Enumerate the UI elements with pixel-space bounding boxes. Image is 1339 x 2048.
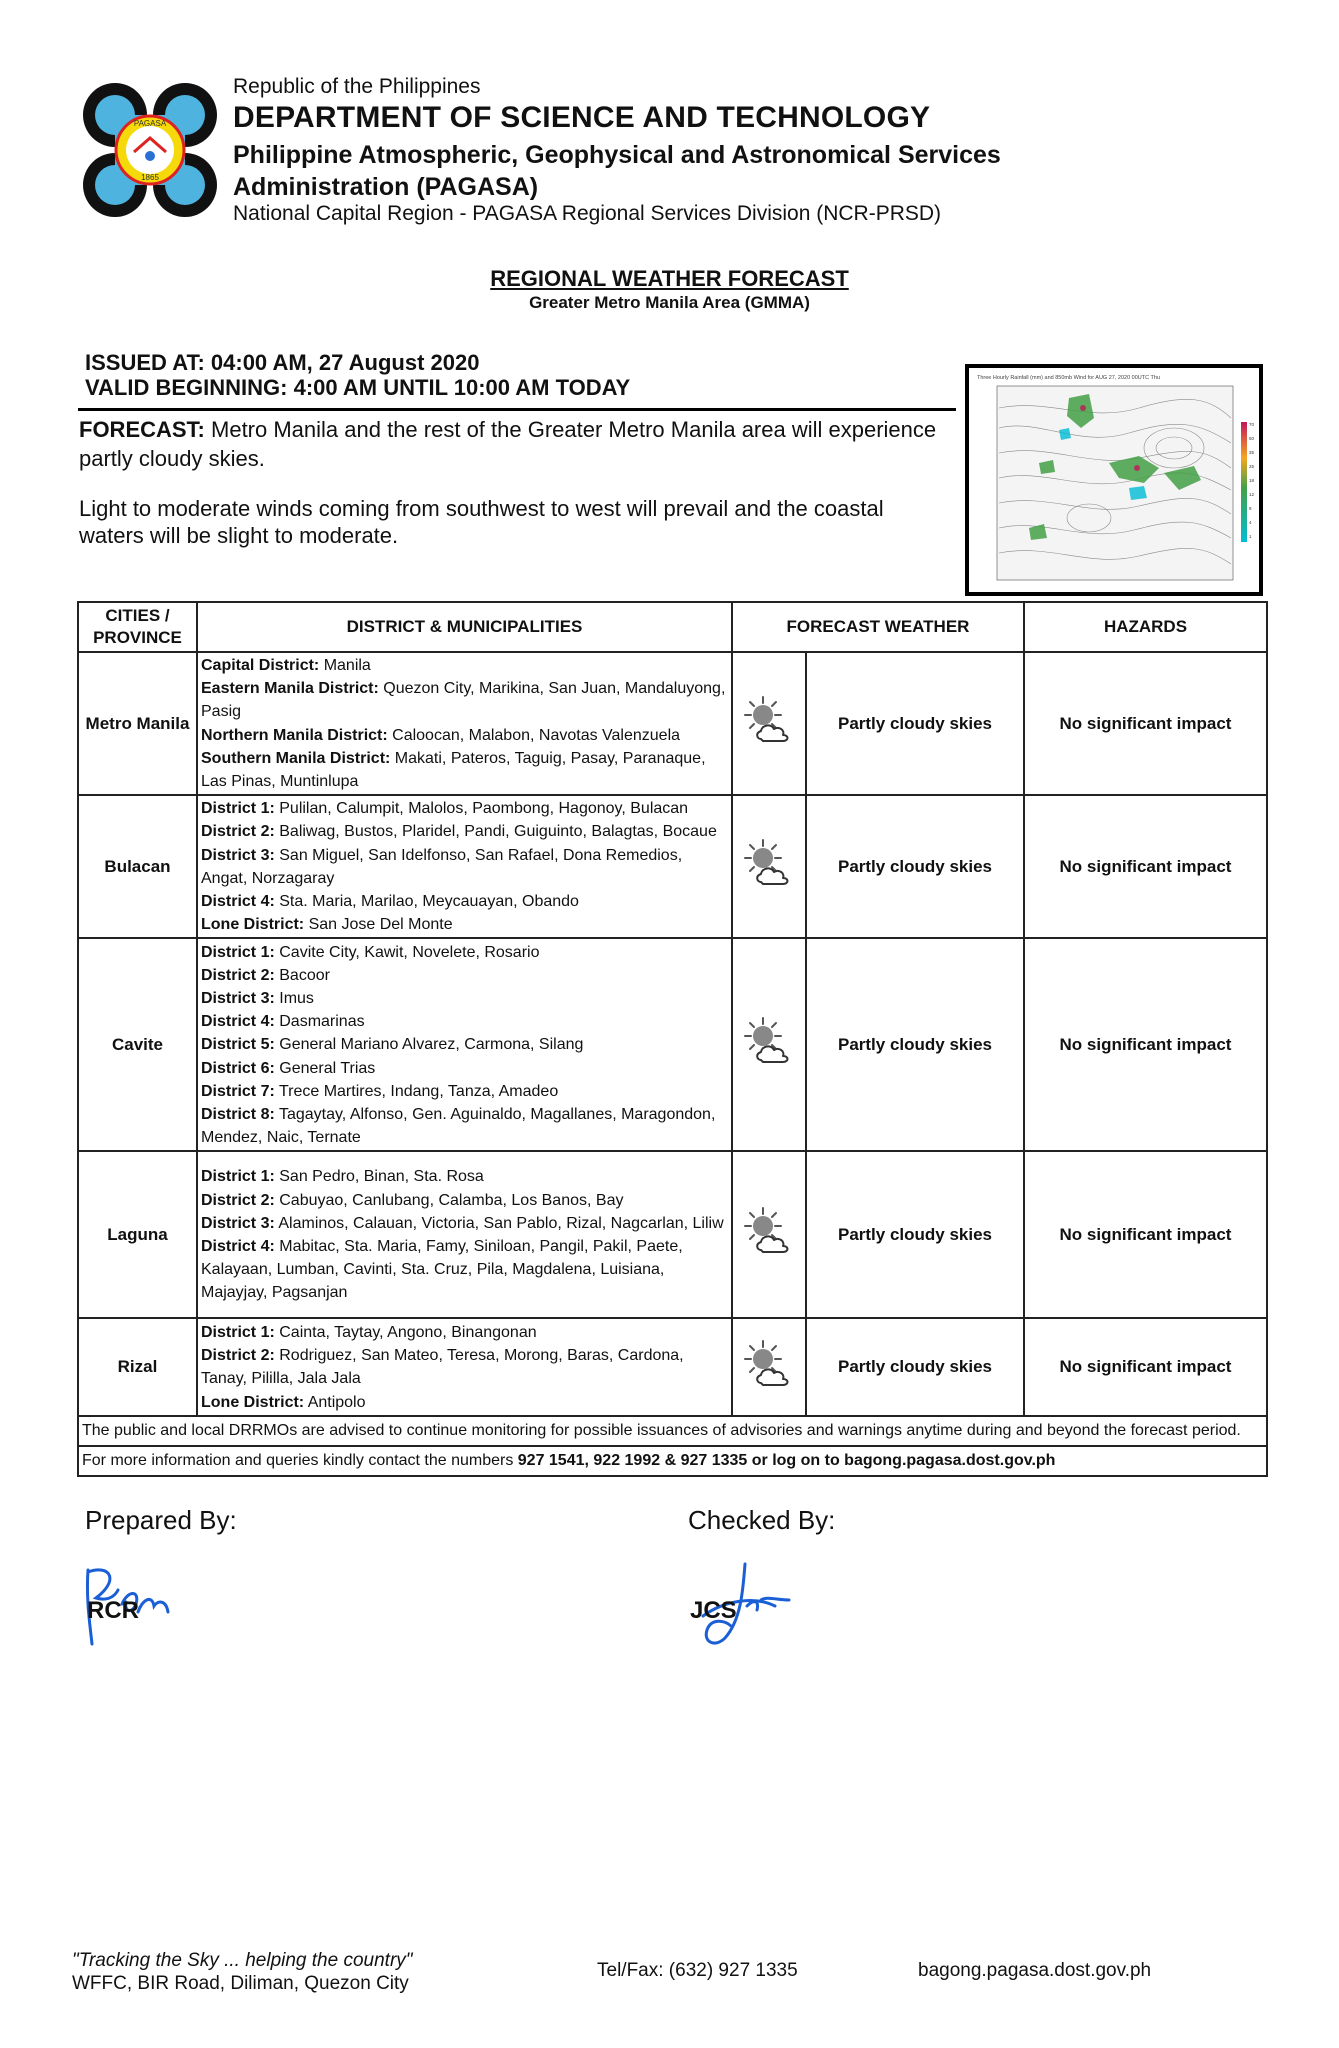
district-label: Northern Manila District:	[201, 726, 388, 744]
contact-prefix: For more information and queries kindly contact the numbers	[82, 1452, 518, 1470]
district-municipalities: Trece Martires, Indang, Tanza, Amadeo	[274, 1082, 559, 1100]
district-line	[201, 913, 728, 936]
forecast-label: FORECAST:	[79, 417, 205, 442]
district-line	[201, 797, 728, 820]
hazards-cell: No significant impact	[1024, 1318, 1267, 1416]
hazards-cell: No significant impact	[1024, 1151, 1267, 1318]
district-line	[201, 1212, 728, 1235]
province-cell: Cavite	[78, 938, 197, 1151]
district-label: Southern Manila District:	[201, 749, 391, 767]
header-weather: FORECAST WEATHER	[732, 602, 1024, 652]
district-label: District 2:	[201, 823, 275, 841]
republic-line: Republic of the Philippines	[233, 75, 481, 98]
checked-initials: JCS	[690, 1597, 737, 1624]
district-line	[201, 844, 728, 890]
partly-cloudy-icon	[741, 1380, 797, 1397]
district-line	[201, 1391, 728, 1414]
hazards-cell: No significant impact	[1024, 938, 1267, 1151]
header-hazards: HAZARDS	[1024, 602, 1267, 652]
winds-text: Light to moderate winds coming from southwest to west will prevail and the coastal waters will be slight to moderate.	[79, 496, 884, 548]
district-label: District 8:	[201, 1105, 275, 1123]
district-municipalities: San Jose Del Monte	[304, 916, 453, 934]
district-line	[201, 820, 728, 843]
contact-row	[78, 1446, 1267, 1476]
forecast-body: Metro Manila and the rest of the Greater Metro Manila area will experience partly cloudy skies.	[79, 417, 937, 471]
weather-icon-cell	[732, 938, 806, 1151]
legend-value: 25	[1249, 464, 1255, 469]
district-municipalities: General Mariano Alvarez, Carmona, Silang	[274, 1036, 584, 1054]
district-label: District 2:	[201, 966, 275, 984]
legend-value: 4	[1249, 520, 1252, 525]
district-label: District 1:	[201, 1324, 275, 1342]
partly-cloudy-icon	[741, 879, 797, 896]
footer-telfax: Tel/Fax: (632) 927 1335	[597, 1960, 798, 1981]
table-row	[78, 652, 1267, 795]
district-municipalities: General Trias	[274, 1059, 376, 1077]
district-municipalities: Baliwag, Bustos, Plaridel, Pandi, Guiguinto, Balagtas, Bocaue	[274, 823, 717, 841]
report-title: REGIONAL WEATHER FORECAST	[490, 266, 849, 291]
division-name: National Capital Region - PAGASA Regional Services Division (NCR-PRSD)	[233, 202, 942, 225]
district-municipalities: Antipolo	[304, 1393, 366, 1411]
district-label: Lone District:	[201, 1393, 305, 1411]
district-label: District 4:	[201, 893, 275, 911]
legend-value: 18	[1249, 478, 1255, 483]
advisory-row	[78, 1416, 1267, 1446]
district-label: District 4:	[201, 1013, 275, 1031]
forecast-weather-cell: Partly cloudy skies	[806, 938, 1024, 1151]
province-cell: Rizal	[78, 1318, 197, 1416]
valid-period: VALID BEGINNING: 4:00 AM UNTIL 10:00 AM TODAY	[85, 375, 631, 400]
district-cell	[197, 1151, 732, 1318]
district-municipalities: Caloocan, Malabon, Navotas Valenzuela	[387, 726, 681, 744]
footer-motto: "Tracking the Sky ... helping the country"	[72, 1950, 413, 1971]
district-line	[201, 677, 728, 723]
weather-icon-cell	[732, 652, 806, 795]
forecast-text	[79, 415, 949, 473]
table-row	[78, 795, 1267, 938]
district-line	[201, 987, 728, 1010]
forecast-weather-cell: Partly cloudy skies	[806, 1318, 1024, 1416]
district-label: Eastern Manila District:	[201, 680, 379, 698]
table-header-row	[78, 602, 1267, 652]
forecast-weather-cell: Partly cloudy skies	[806, 1151, 1024, 1318]
district-line	[201, 1235, 728, 1305]
district-municipalities: Cabuyao, Canlubang, Calamba, Los Banos, Bay	[274, 1191, 624, 1209]
legend-value: 8	[1249, 506, 1252, 511]
district-label: Capital District:	[201, 657, 320, 674]
header-province: CITIES / PROVINCE	[78, 602, 197, 652]
district-municipalities: San Pedro, Binan, Sta. Rosa	[274, 1168, 484, 1186]
district-line	[201, 890, 728, 913]
svg-text:1865: 1865	[141, 173, 159, 182]
district-label: District 5:	[201, 1036, 275, 1054]
footer-address: WFFC, BIR Road, Diliman, Quezon City	[72, 1973, 409, 1994]
table-row	[78, 1151, 1267, 1318]
table-row	[78, 938, 1267, 1151]
district-municipalities: Cainta, Taytay, Angono, Binangonan	[274, 1324, 537, 1342]
prepared-initials: RCR	[87, 1597, 139, 1624]
district-label: District 3:	[201, 989, 275, 1007]
district-line	[201, 1344, 728, 1390]
legend-value: 70	[1249, 422, 1255, 427]
district-label: District 3:	[201, 846, 275, 864]
weather-icon-cell	[732, 795, 806, 938]
rainfall-wind-map	[965, 364, 1263, 596]
district-line	[201, 964, 728, 987]
checked-by-label: Checked By:	[688, 1505, 836, 1535]
district-label: District 1:	[201, 800, 275, 818]
forecast-weather-cell: Partly cloudy skies	[806, 652, 1024, 795]
district-municipalities: Bacoor	[274, 966, 330, 984]
district-line	[201, 1080, 728, 1103]
district-line	[201, 1033, 728, 1056]
divider	[78, 408, 956, 411]
district-municipalities: Sta. Maria, Marilao, Meycauayan, Obando	[274, 893, 579, 911]
district-municipalities: Quezon City, Marikina, San Juan, Mandaluyong, Pasig	[201, 680, 726, 721]
hazards-cell: No significant impact	[1024, 795, 1267, 938]
district-label: District 6:	[201, 1059, 275, 1077]
agency-name: Philippine Atmospheric, Geophysical and Astronomical Services Administration (PAGASA)	[233, 141, 1001, 201]
district-cell	[197, 938, 732, 1151]
district-cell	[197, 795, 732, 938]
province-cell: Bulacan	[78, 795, 197, 938]
district-municipalities: Dasmarinas	[274, 1013, 365, 1031]
district-label: District 2:	[201, 1347, 275, 1365]
district-line	[201, 1103, 728, 1149]
district-label: District 7:	[201, 1082, 275, 1100]
district-label: District 4:	[201, 1237, 275, 1255]
province-cell: Metro Manila	[78, 652, 197, 795]
legend-value: 50	[1249, 436, 1255, 441]
district-cell	[197, 652, 732, 795]
pagasa-logo	[80, 80, 220, 220]
district-line	[201, 1321, 728, 1344]
weather-icon-cell	[732, 1318, 806, 1416]
district-label: District 3:	[201, 1214, 275, 1232]
map-caption: Three Hourly Rainfall (mm) and 850mb Wind for AUG 27, 2020 00UTC Thu	[977, 375, 1161, 381]
district-line	[201, 1189, 728, 1212]
district-municipalities: San Miguel, San Idelfonso, San Rafael, Dona Remedios, Angat, Norzagaray	[201, 846, 683, 887]
district-municipalities: Manila	[319, 657, 371, 674]
header-district: DISTRICT & MUNICIPALITIES	[197, 602, 732, 652]
district-municipalities: Cavite City, Kawit, Novelete, Rosario	[274, 943, 540, 961]
district-line	[201, 724, 728, 747]
advisory-note: The public and local DRRMOs are advised to continue monitoring for possible issuances of advisories and warnings anytime during and beyond the forecast period.	[78, 1416, 1267, 1446]
district-line	[201, 941, 728, 964]
district-line	[201, 654, 728, 677]
department-name: DEPARTMENT OF SCIENCE AND TECHNOLOGY	[233, 101, 931, 134]
prepared-by-label: Prepared By:	[85, 1505, 237, 1535]
table-row	[78, 1318, 1267, 1416]
district-municipalities: Rodriguez, San Mateo, Teresa, Morong, Baras, Cardona, Tanay, Pililla, Jala Jala	[201, 1347, 684, 1388]
district-municipalities: Makati, Pateros, Taguig, Pasay, Paranaque, Las Pinas, Muntinlupa	[201, 749, 706, 791]
district-line	[201, 747, 728, 793]
forecast-weather-cell: Partly cloudy skies	[806, 795, 1024, 938]
legend-value: 35	[1249, 450, 1255, 455]
forecast-table	[77, 601, 1268, 1477]
partly-cloudy-icon	[741, 736, 797, 753]
district-line	[201, 1010, 728, 1033]
svg-text:PAGASA: PAGASA	[133, 119, 167, 128]
district-label: District 2:	[201, 1191, 275, 1209]
district-label: District 1:	[201, 943, 275, 961]
district-line	[201, 1057, 728, 1080]
weather-icon-cell	[732, 1151, 806, 1318]
district-municipalities: Tagaytay, Alfonso, Gen. Aguinaldo, Magallanes, Maragondon, Mendez, Naic, Ternate	[201, 1105, 716, 1147]
district-label: District 1:	[201, 1168, 275, 1186]
contact-numbers: 927 1541, 922 1992 & 927 1335 or log on to bagong.pagasa.dost.gov.ph	[517, 1452, 1056, 1470]
district-line	[201, 1165, 728, 1188]
district-municipalities: Mabitac, Sta. Maria, Famy, Siniloan, Pangil, Pakil, Paete, Kalayaan, Lumban, Cavinti, Sta. Cruz, Pila, Magdalena, Luisiana, Majayjay, Pagsanjan	[201, 1237, 683, 1302]
district-cell	[197, 1318, 732, 1416]
issued-at: ISSUED AT: 04:00 AM, 27 August 2020	[85, 350, 480, 375]
legend-value: 12	[1249, 492, 1255, 497]
legend-value: 1	[1249, 534, 1252, 539]
issue-block	[85, 350, 630, 400]
partly-cloudy-icon	[741, 1247, 797, 1264]
province-cell: Laguna	[78, 1151, 197, 1318]
footer-website[interactable]: bagong.pagasa.dost.gov.ph	[918, 1960, 1152, 1981]
district-municipalities: Imus	[274, 989, 314, 1007]
partly-cloudy-icon	[741, 1057, 797, 1074]
hazards-cell: No significant impact	[1024, 652, 1267, 795]
report-subtitle: Greater Metro Manila Area (GMMA)	[529, 293, 810, 312]
district-municipalities: Alaminos, Calauan, Victoria, San Pablo, Rizal, Nagcarlan, Liliw	[274, 1214, 724, 1232]
district-label: Lone District:	[201, 916, 305, 934]
contact-note	[78, 1446, 1267, 1476]
district-municipalities: Pulilan, Calumpit, Malolos, Paombong, Hagonoy, Bulacan	[274, 800, 689, 818]
